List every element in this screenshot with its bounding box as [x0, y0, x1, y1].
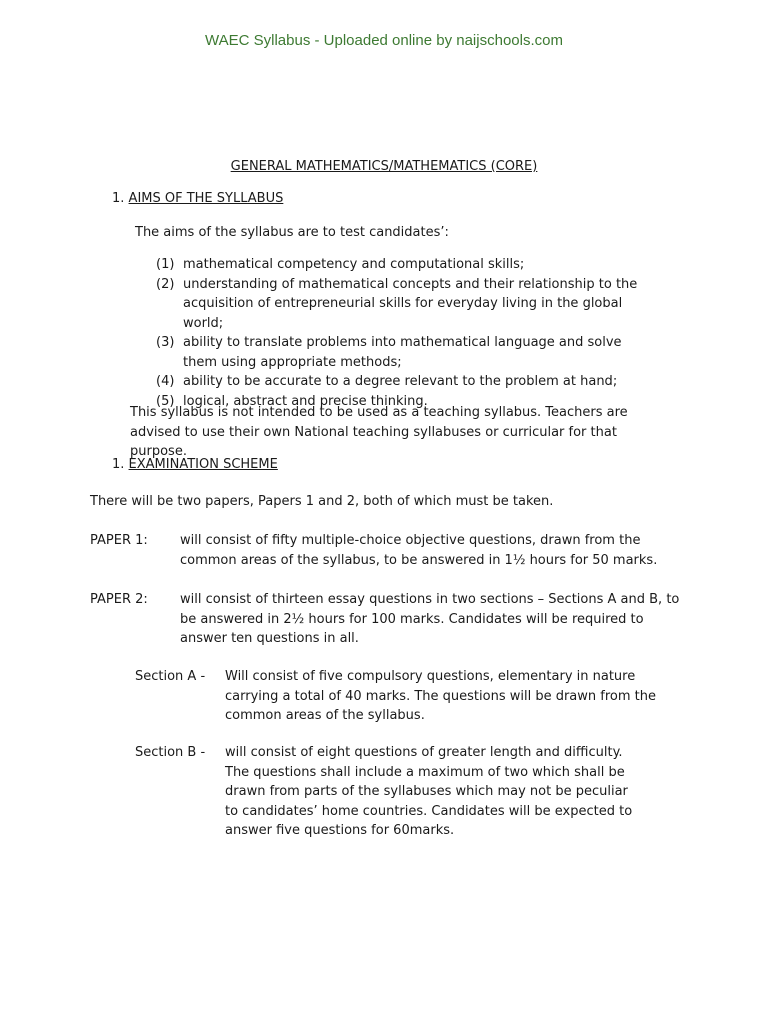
- aims-note: This syllabus is not intended to be used as a teaching syllabus. Teachers are advised to use their own National teaching syllabuses or curricular for that purpose.: [130, 405, 628, 459]
- list-item-text: understanding of mathematical concepts and their relationship to the acquisition of entrepreneurial skills for everyday living in the global world;: [183, 276, 638, 331]
- list-item-text: ability to be accurate to a degree relevant to the problem at hand;: [183, 374, 618, 389]
- exam-heading: [112, 457, 278, 472]
- exam-intro: There will be two papers, Papers 1 and 2, both of which must be taken.: [90, 494, 554, 509]
- list-item-number: (5): [156, 393, 175, 409]
- list-item-number: (2): [156, 276, 175, 292]
- paper2-label: PAPER 2:: [90, 592, 148, 607]
- section-a-label: Section A -: [135, 669, 206, 684]
- list-item-number: (4): [156, 374, 175, 389]
- aims-heading: [112, 191, 283, 206]
- list-item-text: mathematical competency and computational skills;: [183, 257, 525, 272]
- paper1-label: PAPER 1:: [90, 533, 148, 548]
- aims-heading-text: AIMS OF THE SYLLABUS: [128, 191, 284, 206]
- aims-list: [156, 255, 656, 411]
- exam-heading-number: 1.: [112, 457, 125, 472]
- list-item: [156, 275, 656, 334]
- document-title: GENERAL MATHEMATICS/MATHEMATICS (CORE): [230, 159, 538, 174]
- list-item-text: ability to translate problems into mathematical language and solve them using appropriate methods;: [183, 335, 622, 370]
- section-b-text: will consist of eight questions of greater length and difficulty. The questions shall include a maximum of two which shall be drawn from parts of the syllabuses which may not be peculiar to candidates’ home countries. Candidates will be expected to answer five questions for 60marks.: [225, 745, 633, 838]
- list-item: [156, 372, 656, 392]
- paper2-text: will consist of thirteen essay questions in two sections – Sections A and B, to be answered in 2½ hours for 100 marks. Candidates will be required to answer ten questions in all.: [180, 592, 680, 646]
- list-item-number: (1): [156, 257, 175, 272]
- exam-heading-text: EXAMINATION SCHEME: [128, 457, 278, 472]
- list-item-number: (3): [156, 335, 175, 350]
- section-a-text: Will consist of five compulsory questions, elementary in nature carrying a total of 40 marks. The questions will be drawn from the common areas of the syllabus.: [225, 669, 656, 723]
- paper1-text: will consist of fifty multiple-choice objective questions, drawn from the common areas of the syllabus, to be answered in 1½ hours for 50 marks.: [180, 533, 658, 568]
- list-item-text: logical, abstract and precise thinking.: [183, 393, 428, 409]
- aims-intro: The aims of the syllabus are to test candidates’:: [135, 225, 449, 240]
- page-header: WAEC Syllabus - Uploaded online by naijschools.com: [205, 32, 563, 49]
- aims-heading-number: 1.: [112, 191, 125, 206]
- section-b-label: Section B -: [135, 745, 206, 760]
- list-item: [156, 255, 656, 275]
- list-item: [156, 333, 656, 372]
